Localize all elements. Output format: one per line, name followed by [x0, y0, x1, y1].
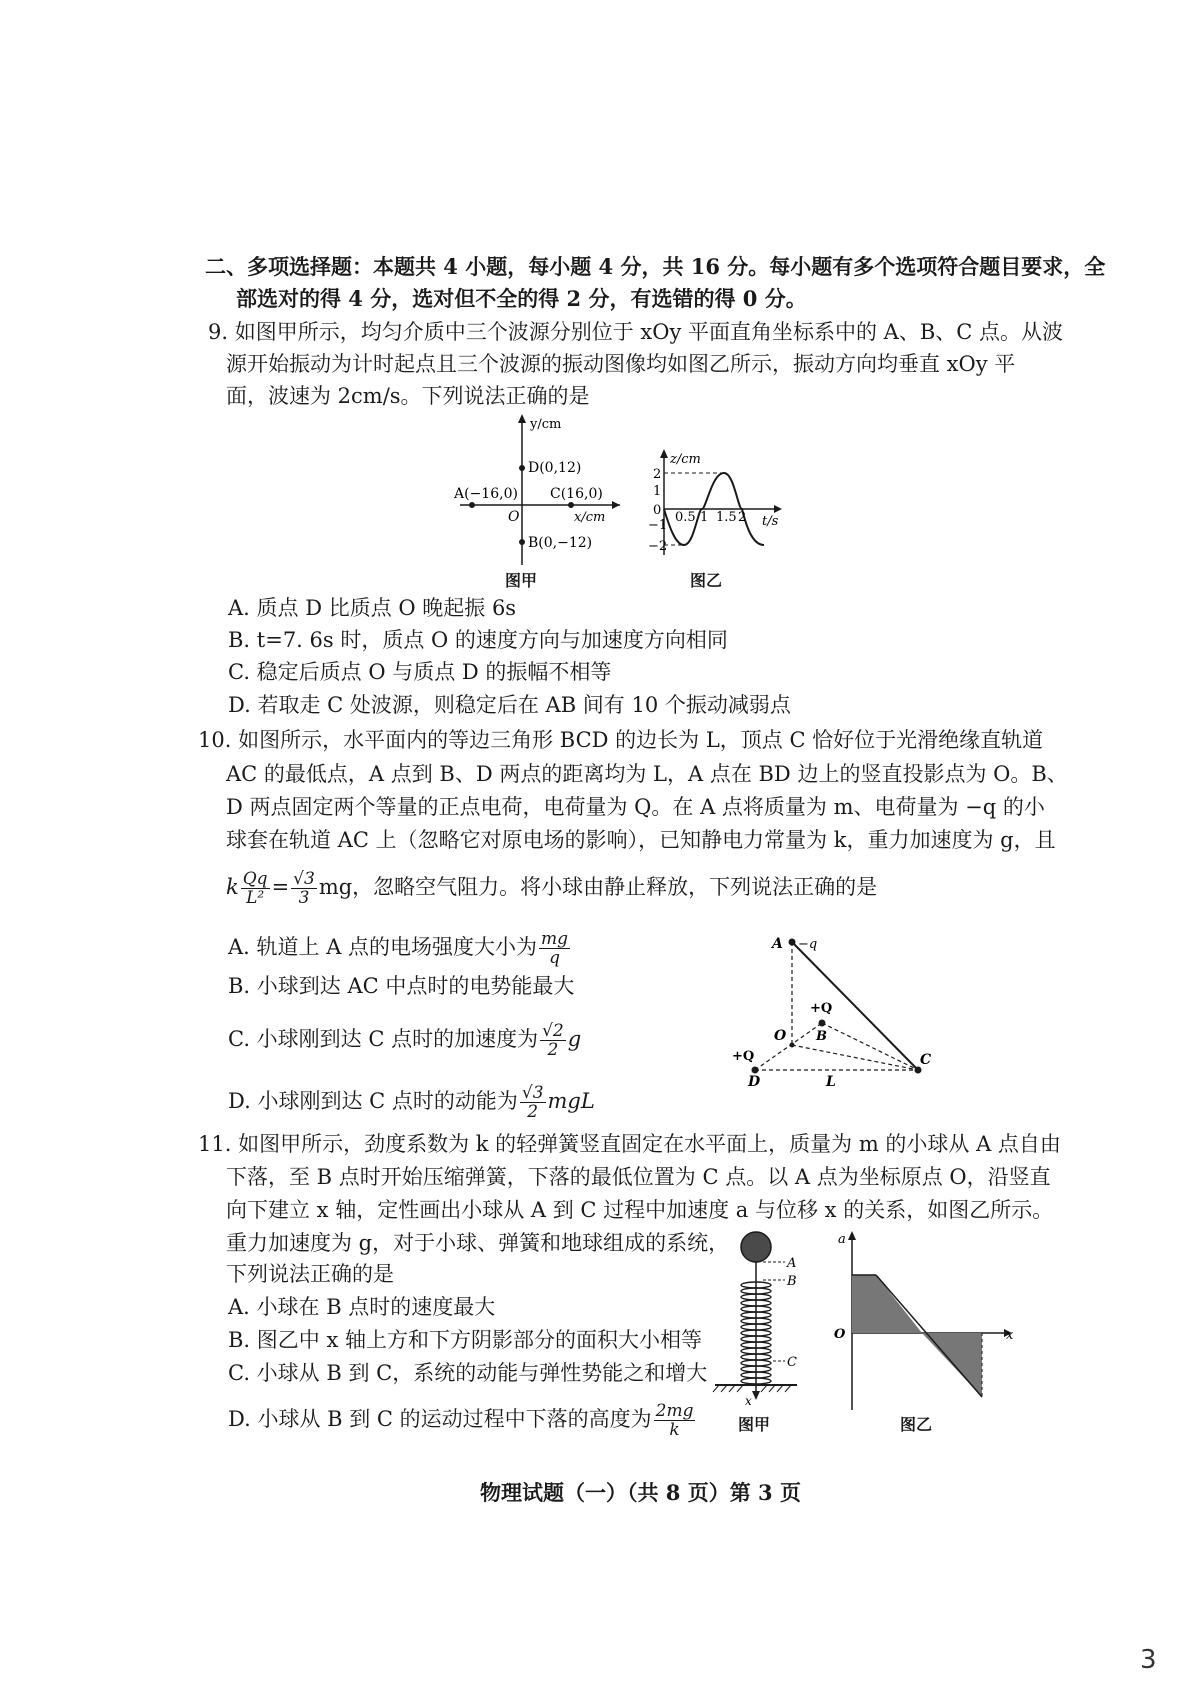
- q9-yi-tick-0: 0: [653, 503, 662, 518]
- q10-line5-frac1-den: L²: [246, 888, 265, 908]
- q10-fig-a: A: [772, 936, 783, 952]
- q9-option-b: B. t=7. 6s 时，质点 O 的速度方向与加速度方向相同: [228, 628, 728, 652]
- q11-option-d-den: k: [669, 1420, 680, 1440]
- q10-fig-c: C: [920, 1052, 932, 1068]
- q10-fig-charge: −q: [798, 937, 818, 952]
- q11-option-d-text: D. 小球从 B 到 C 的运动过程中下落的高度为: [228, 1407, 652, 1431]
- q11-line2: 下落，至 B 点时开始压缩弹簧，下落的最低位置为 C 点。以 A 点为坐标原点 O，沿竖直: [226, 1165, 1051, 1189]
- q11-line1: 11. 如图甲所示，劲度系数为 k 的轻弹簧竖直固定在水平面上，质量为 m 的小球从 A 点自由: [198, 1132, 1061, 1156]
- q10-fig-charge-d: +Q: [732, 1049, 755, 1064]
- q11-jia-a: A: [787, 1256, 797, 1271]
- q9-jia-origin: O: [508, 509, 520, 525]
- q9-jia-y-label: y/cm: [530, 417, 562, 432]
- q9-option-a: A. 质点 D 比质点 O 晚起振 6s: [228, 596, 517, 620]
- q9-line1: 9. 如图甲所示，均匀介质中三个波源分别位于 xOy 平面直角坐标系中的 A、B、C 点。从波: [208, 320, 1063, 344]
- q10-line5: [226, 870, 877, 907]
- q10-option-c-den: 2: [547, 1040, 559, 1060]
- q11-option-b: B. 图乙中 x 轴上方和下方阴影部分的面积大小相等: [228, 1328, 702, 1352]
- q11-line5: 下列说法正确的是: [226, 1262, 394, 1286]
- q10-option-d-suffix: mgL: [547, 1089, 595, 1113]
- q9-jia-x-label: x/cm: [574, 510, 606, 525]
- q11-option-d: [228, 1402, 697, 1439]
- q10-figure: [730, 930, 940, 1090]
- q10-option-a-frac: [539, 930, 570, 967]
- q9-figure-yi: [642, 445, 802, 565]
- q10-option-a-text: A. 轨道上 A 点的电场强度大小为: [228, 935, 538, 959]
- q10-fig-l: L: [826, 1074, 836, 1090]
- q11-option-d-frac: [654, 1402, 696, 1439]
- q11-figure-jia: [705, 1225, 815, 1415]
- q10-line5-frac2: [291, 870, 317, 907]
- q10-option-d-frac: [520, 1084, 546, 1121]
- q11-yi-a: a: [838, 1232, 846, 1247]
- q10-option-c-frac: [540, 1022, 566, 1059]
- q9-option-d: D. 若取走 C 处波源，则稳定后在 AB 间有 10 个振动减弱点: [228, 693, 791, 717]
- q10-option-d-num: √3: [521, 1083, 544, 1103]
- q11-jia-x: x: [745, 1394, 752, 1408]
- q10-line1: 10. 如图所示，水平面内的等边三角形 BCD 的边长为 L，顶点 C 恰好位于光滑绝缘直轨道: [198, 728, 1044, 752]
- q9-yi-tick-2x: 2: [738, 510, 747, 525]
- q9-jia-point-a: A(−16,0): [454, 486, 518, 502]
- q11-line3: 向下建立 x 轴，定性画出小球从 A 到 C 过程中加速度 a 与位移 x 的关系，如图乙所示。: [226, 1198, 1054, 1222]
- q9-yi-tick-m1: −1: [648, 518, 668, 533]
- q10-fig-o: O: [774, 1028, 787, 1044]
- section-header-line1: 二、多项选择题：本题共 4 小题，每小题 4 分，共 16 分。每小题有多个选项符合题目要求，全: [205, 254, 1106, 279]
- section-header-line2: 部选对的得 4 分，选对但不全的得 2 分，有选错的得 0 分。: [236, 286, 807, 311]
- q10-fig-charge-b: +Q: [810, 1001, 833, 1016]
- q11-option-a: A. 小球在 B 点时的速度最大: [228, 1295, 496, 1319]
- q10-option-d: [228, 1084, 595, 1121]
- q10-option-b: B. 小球到达 AC 中点时的电势能最大: [228, 974, 575, 998]
- q9-jia-point-c: C(16,0): [550, 486, 603, 502]
- q10-line5-frac1-num: Qq: [242, 869, 268, 889]
- q10-option-a-den: q: [549, 948, 560, 968]
- q10-line3: D 两点固定两个等量的正点电荷，电荷量为 Q。在 A 点将质量为 m、电荷量为 −q 的小: [226, 795, 1045, 819]
- q10-option-d-den: 2: [527, 1102, 539, 1122]
- q10-line2: AC 的最低点，A 点到 B、D 两点的距离均为 L，A 点在 BD 边上的竖直投影点为 O。B、: [226, 762, 1068, 786]
- q10-line4: 球套在轨道 AC 上（忽略它对原电场的影响），已知静电力常量为 k，重力加速度为 g，且: [226, 828, 1056, 852]
- q11-jia-caption: 图甲: [738, 1415, 771, 1434]
- q10-option-c-text: C. 小球刚到达 C 点时的加速度为: [228, 1027, 539, 1051]
- q9-yi-tick-15: 1.5: [716, 510, 737, 525]
- q11-yi-x: x: [1006, 1328, 1014, 1343]
- q10-option-a-num: mg: [541, 929, 569, 949]
- q10-option-a: [228, 930, 572, 967]
- q11-option-d-num: 2mg: [655, 1401, 694, 1421]
- q9-jia-point-b: B(0,−12): [528, 535, 593, 551]
- q10-line5-eq: =: [271, 875, 290, 899]
- q9-yi-y-label: z/cm: [670, 452, 701, 467]
- q9-yi-tick-1: 1: [653, 484, 662, 499]
- q9-option-c: C. 稳定后质点 O 与质点 D 的振幅不相等: [228, 660, 612, 684]
- q9-yi-tick-1x: 1: [700, 510, 709, 525]
- q9-yi-tick-05: 0.5: [675, 510, 696, 525]
- q10-line5-frac2-num: √3: [293, 869, 315, 889]
- page-footer: 物理试题（一）（共 8 页）第 3 页: [480, 1480, 801, 1505]
- q10-line5-frac1: [241, 870, 270, 907]
- q9-jia-caption: 图甲: [505, 571, 538, 590]
- q10-fig-d: D: [748, 1074, 761, 1090]
- q10-option-c-num: √2: [542, 1021, 564, 1041]
- q10-line5-suffix: mg，忽略空气阻力。将小球由静止释放，下列说法正确的是: [318, 875, 878, 899]
- q9-yi-x-label: t/s: [762, 514, 779, 529]
- q9-yi-tick-2: 2: [653, 467, 662, 482]
- q11-jia-b: B: [787, 1274, 797, 1289]
- q11-yi-caption: 图乙: [900, 1415, 933, 1434]
- q10-fig-b: B: [816, 1029, 827, 1044]
- q10-option-c-suffix: g: [567, 1027, 582, 1051]
- q9-yi-tick-m2: −2: [648, 539, 668, 554]
- q11-figure-yi: [830, 1225, 1020, 1415]
- q9-line3: 面，波速为 2cm/s。下列说法正确的是: [226, 384, 590, 408]
- q11-line4: 重力加速度为 g，对于小球、弹簧和地球组成的系统，: [226, 1231, 730, 1255]
- q9-yi-caption: 图乙: [690, 571, 723, 590]
- q11-jia-c: C: [787, 1355, 797, 1370]
- q11-option-c: C. 小球从 B 到 C，系统的动能与弹性势能之和增大: [228, 1361, 708, 1385]
- q11-yi-o: O: [834, 1327, 846, 1342]
- q9-jia-point-d: D(0,12): [528, 460, 582, 476]
- q10-option-d-text: D. 小球刚到达 C 点时的动能为: [228, 1089, 518, 1113]
- q9-figure-jia: [440, 410, 640, 570]
- q9-line2: 源开始振动为计时起点且三个波源的振动图像均如图乙所示，振动方向均垂直 xOy 平: [226, 352, 1016, 376]
- q10-option-c: [228, 1022, 581, 1059]
- page-number: 3: [1140, 1645, 1157, 1675]
- q10-line5-frac2-den: 3: [298, 888, 310, 908]
- q10-line5-prefix: k: [226, 875, 239, 899]
